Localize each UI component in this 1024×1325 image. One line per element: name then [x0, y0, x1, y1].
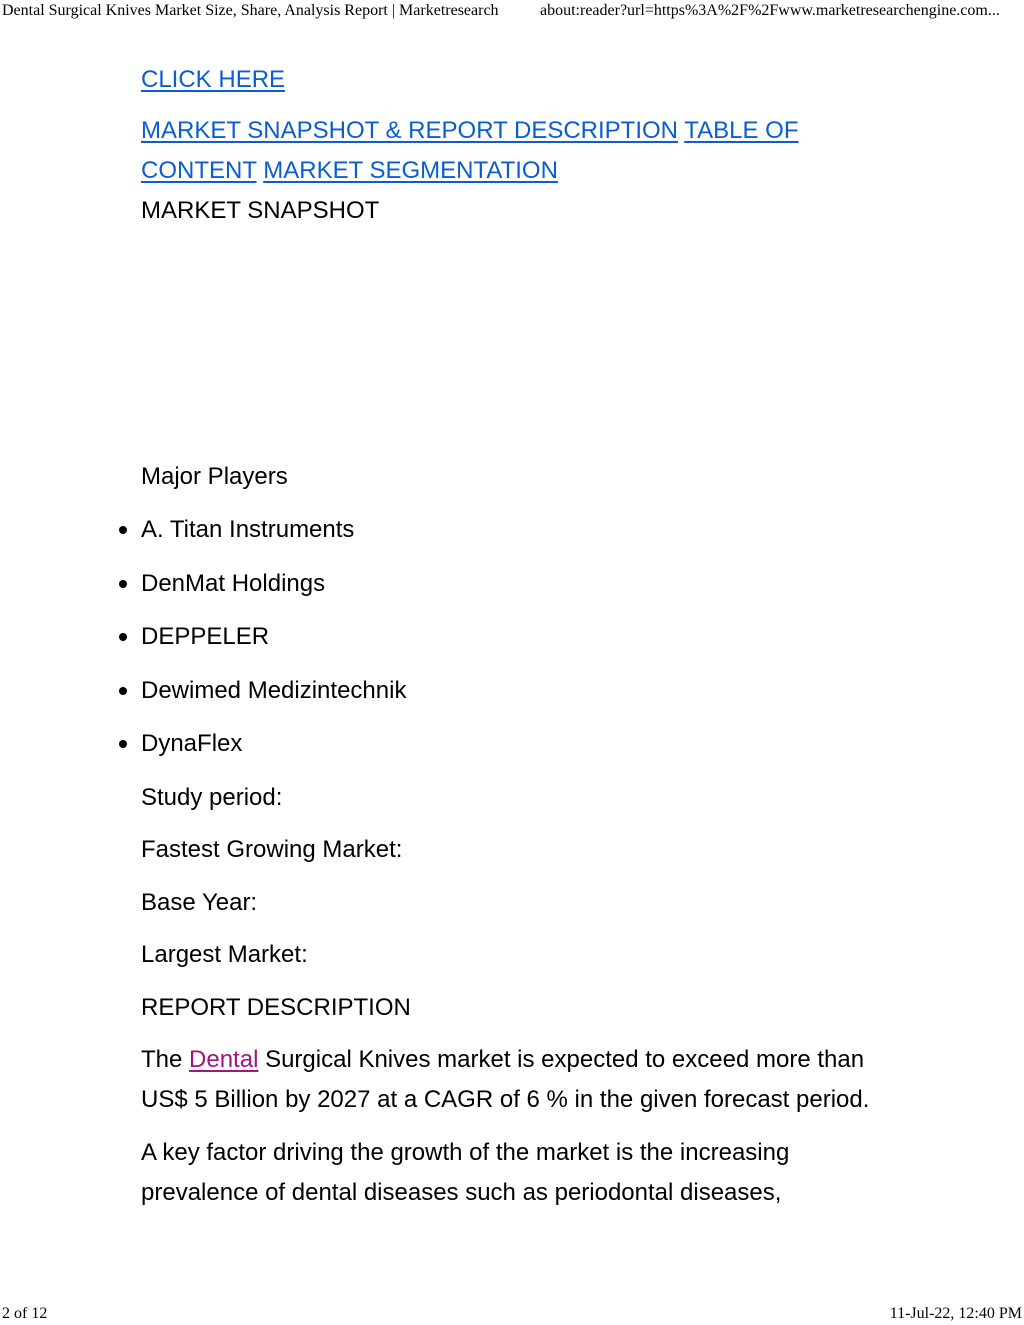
list-item	[141, 671, 881, 711]
table-of-content-link[interactable]: TABLE OF CONTENT	[141, 117, 799, 184]
base-year-label: Base Year:	[141, 888, 258, 916]
largest-market-label: Largest Market:	[141, 941, 308, 968]
fastest-growing-market-label: Fastest Growing Market:	[141, 836, 403, 863]
player-name: DEPPELER	[141, 623, 270, 650]
reader-content	[141, 58, 881, 1226]
major-players-list	[141, 510, 881, 764]
player-name: DenMat Holdings	[141, 569, 326, 597]
print-header-url: about:reader?url=https%3A%2F%2Fwww.marketresearchengine.com...	[540, 2, 1000, 19]
player-name: DynaFlex	[141, 730, 243, 757]
dental-link[interactable]: Dental	[189, 1046, 259, 1073]
list-item	[141, 617, 881, 657]
bullet-icon	[119, 740, 127, 748]
list-item	[141, 564, 881, 604]
page-number: 2 of 12	[2, 1305, 48, 1322]
bullet-icon	[119, 526, 127, 534]
print-header-title: Dental Surgical Knives Market Size, Share, Analysis Report | Marketresearch	[2, 2, 499, 19]
print-footer	[0, 1303, 1024, 1325]
player-name: A. Titan Instruments	[141, 516, 355, 543]
report-description-heading: REPORT DESCRIPTION	[141, 993, 411, 1021]
list-item	[141, 724, 881, 764]
market-segmentation-link[interactable]: MARKET SEGMENTATION	[263, 157, 558, 184]
bullet-icon	[119, 633, 127, 641]
report-description-paragraph-1	[141, 1040, 881, 1120]
click-here-paragraph	[141, 60, 881, 100]
paragraph-prefix: The	[141, 1046, 190, 1073]
report-description-paragraph-2: A key factor driving the growth of the market is the increasing prevalence of dental diseases such as periodontal diseases,	[141, 1139, 790, 1206]
list-item	[141, 510, 881, 550]
player-name: Dewimed Medizintechnik	[141, 676, 407, 704]
bullet-icon	[119, 580, 127, 588]
section-nav-links	[141, 111, 881, 191]
market-snapshot-heading: MARKET SNAPSHOT	[141, 197, 380, 224]
bullet-icon	[119, 687, 127, 695]
market-snapshot-report-description-link[interactable]: MARKET SNAPSHOT & REPORT DESCRIPTION	[141, 117, 678, 144]
study-period-label: Study period:	[141, 783, 283, 811]
major-players-heading: Major Players	[141, 463, 288, 490]
blank-image-area	[141, 231, 881, 457]
print-header	[0, 0, 1024, 22]
paragraph-suffix: Surgical Knives market is expected to exceed more than US$ 5 Billion by 2027 at a CAGR of 6 % in the given forecast period.	[141, 1046, 870, 1113]
print-datetime: 11-Jul-22, 12:40 PM	[889, 1305, 1022, 1322]
click-here-link[interactable]: CLICK HERE	[141, 66, 286, 93]
